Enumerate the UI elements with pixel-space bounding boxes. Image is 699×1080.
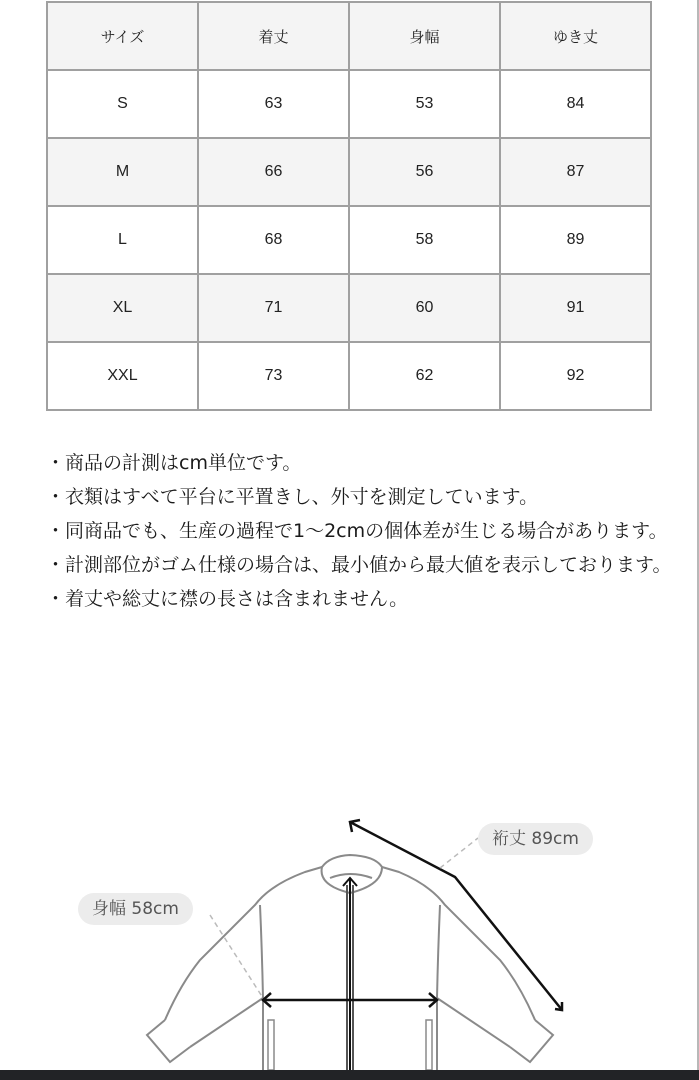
header-length: 着丈: [198, 2, 349, 70]
cell-width: 53: [349, 70, 500, 138]
cell-sleeve: 92: [500, 342, 651, 410]
note-item: ・同商品でも、生産の過程で1～2cmの個体差が生じる場合があります。: [46, 520, 668, 542]
cell-length: 68: [198, 206, 349, 274]
note-item: ・商品の計測はcm単位です。: [46, 452, 302, 474]
table-row: [47, 342, 651, 410]
cell-length: 71: [198, 274, 349, 342]
cell-sleeve: 91: [500, 274, 651, 342]
cell-sleeve: 87: [500, 138, 651, 206]
jacket-illustration-icon: [0, 800, 699, 1070]
table-header-row: [47, 2, 651, 70]
header-width: 身幅: [349, 2, 500, 70]
cell-size: M: [47, 138, 198, 206]
sleeve-length-label: 裄丈 89cm: [478, 823, 593, 855]
table-row: [47, 274, 651, 342]
cell-width: 58: [349, 206, 500, 274]
note-item: ・着丈や総丈に襟の長さは含まれません。: [46, 588, 409, 610]
note-item: ・計測部位がゴム仕様の場合は、最小値から最大値を表示しております。: [46, 554, 672, 576]
bottom-bar: [0, 1070, 699, 1080]
cell-sleeve: 89: [500, 206, 651, 274]
measurement-notes: [46, 446, 686, 616]
cell-sleeve: 84: [500, 70, 651, 138]
cell-length: 63: [198, 70, 349, 138]
cell-size: XXL: [47, 342, 198, 410]
body-width-label: 身幅 58cm: [78, 893, 193, 925]
table-row: [47, 206, 651, 274]
note-item: ・衣類はすべて平台に平置きし、外寸を測定しています。: [46, 486, 539, 508]
cell-width: 56: [349, 138, 500, 206]
cell-size: XL: [47, 274, 198, 342]
cell-size: S: [47, 70, 198, 138]
table-row: [47, 70, 651, 138]
cell-width: 60: [349, 274, 500, 342]
cell-length: 73: [198, 342, 349, 410]
header-sleeve: ゆき丈: [500, 2, 651, 70]
size-chart-table: [46, 1, 652, 411]
cell-length: 66: [198, 138, 349, 206]
cell-width: 62: [349, 342, 500, 410]
header-size: サイズ: [47, 2, 198, 70]
cell-size: L: [47, 206, 198, 274]
jacket-measurement-diagram: [0, 800, 699, 1070]
table-row: [47, 138, 651, 206]
